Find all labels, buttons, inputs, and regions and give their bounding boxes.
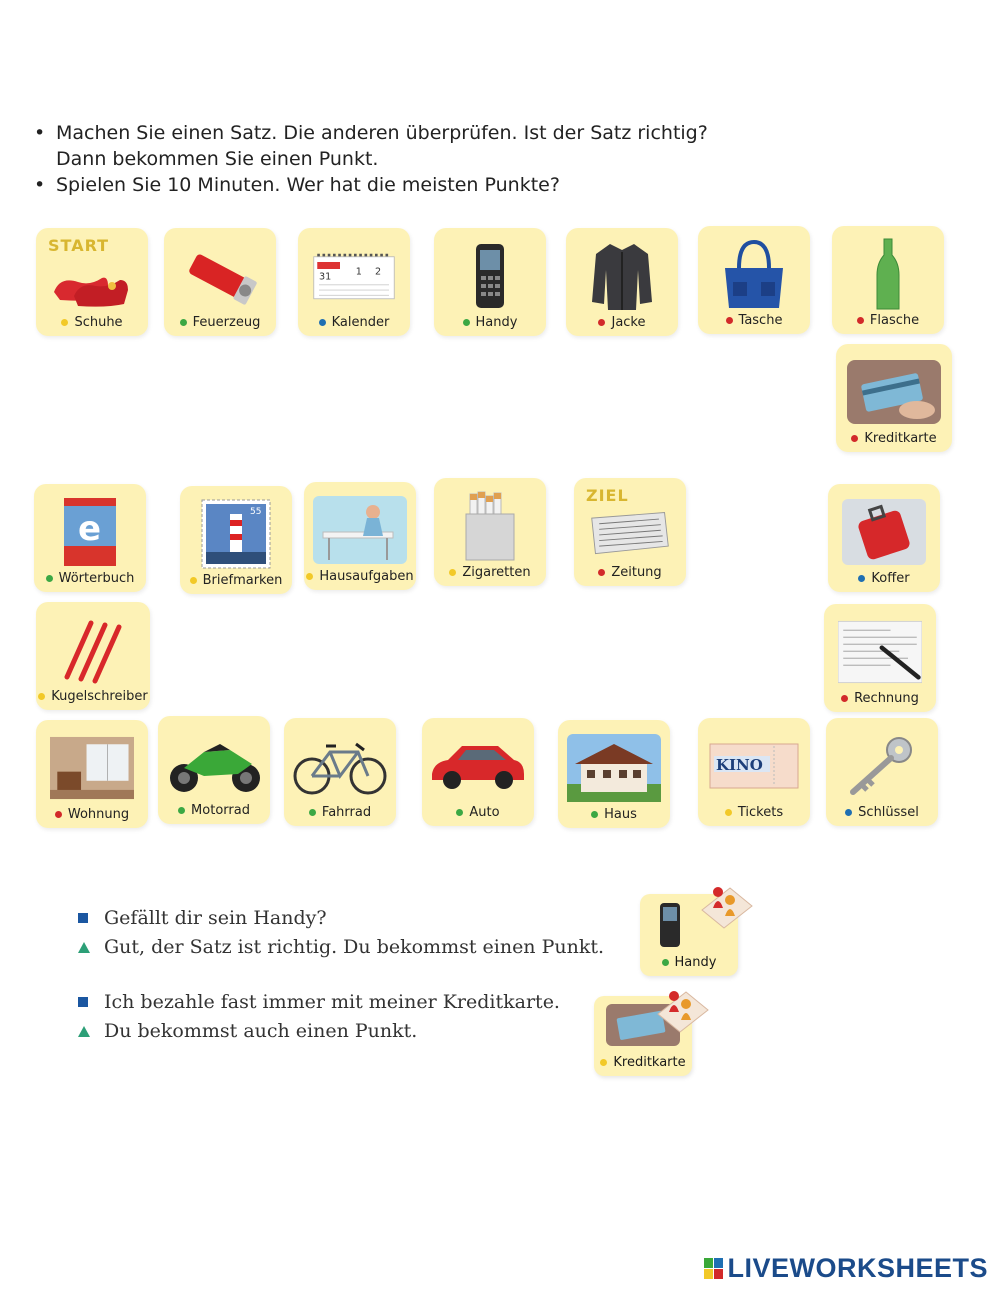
dot-green: [309, 809, 316, 816]
dot-green: [463, 319, 470, 326]
house-icon: [566, 734, 662, 802]
card-label: Tasche: [698, 313, 810, 328]
dot-green: [591, 811, 598, 818]
homework-icon: [312, 496, 408, 564]
dialog-example-2: [78, 988, 638, 1046]
card-kalender: [298, 228, 410, 336]
instruction-line-1: [34, 120, 734, 146]
card-label: Zeitung: [574, 565, 686, 580]
dot-blue: [858, 575, 865, 582]
bicycle-icon: [288, 732, 392, 800]
card-label: Flasche: [832, 313, 944, 328]
card-auto: [422, 718, 534, 826]
key-icon: [840, 732, 924, 800]
blue-square-marker: [78, 997, 88, 1007]
suitcase-icon: [842, 498, 926, 566]
dialog-line-answer: Gut, der Satz ist richtig. Du bekommst einen Punkt.: [78, 933, 638, 962]
card-haus: [558, 720, 670, 828]
logo-mark-icon: [704, 1258, 723, 1279]
start-label: START: [48, 236, 110, 255]
card-label: Kugelschreiber: [36, 689, 150, 704]
green-triangle-marker: [78, 942, 90, 953]
card-kreditkarte: [836, 344, 952, 452]
logo-text: LIVEWORKSHEETS: [727, 1253, 988, 1283]
dictionary-icon: [48, 498, 132, 566]
instruction-text: Spielen Sie 10 Minuten. Wer hat die meisten Punkte?: [56, 174, 560, 196]
game-pawns-icon: [652, 984, 710, 1034]
instruction-text: Machen Sie einen Satz. Die anderen überprüfen. Ist der Satz richtig?: [56, 122, 708, 144]
dot-red: [726, 317, 733, 324]
dot-green: [662, 959, 669, 966]
dot-yellow: [725, 809, 732, 816]
ziel-label: ZIEL: [586, 486, 629, 505]
dot-yellow: [600, 1059, 607, 1066]
svg-text:KINO: KINO: [716, 756, 763, 774]
credit-card-icon: [846, 358, 942, 426]
dot-red: [857, 317, 864, 324]
invoice-icon: [838, 618, 922, 686]
card-kugelschreiber: [36, 602, 150, 710]
instructions: [34, 120, 734, 198]
card-label: Rechnung: [824, 691, 936, 706]
card-koffer: [828, 484, 940, 592]
motorcycle-icon: [162, 730, 266, 798]
card-label: Zigaretten: [434, 565, 546, 580]
dot-green: [46, 575, 53, 582]
dialog-line-question: Gefällt dir sein Handy?: [78, 904, 638, 933]
jacket-icon: [580, 242, 664, 310]
dot-yellow: [306, 573, 313, 580]
apartment-icon: [50, 734, 134, 802]
card-flasche: [832, 226, 944, 334]
dot-yellow: [449, 569, 456, 576]
liveworksheets-logo[interactable]: [704, 1253, 988, 1284]
dialog-line-question: Ich bezahle fast immer mit meiner Kreditkarte.: [78, 988, 638, 1017]
instruction-line-2: [34, 146, 734, 172]
dot-red: [598, 569, 605, 576]
dot-yellow: [61, 319, 68, 326]
dot-green: [178, 807, 185, 814]
card-label: Kreditkarte: [594, 1055, 692, 1070]
card-label: Jacke: [566, 315, 678, 330]
dot-green: [456, 809, 463, 816]
card-fahrrad: [284, 718, 396, 826]
svg-text:55: 55: [250, 507, 262, 517]
card-woerterbuch: [34, 484, 146, 592]
cigarettes-icon: [448, 492, 532, 560]
card-label: Wohnung: [36, 807, 148, 822]
card-label: Handy: [640, 955, 738, 970]
dot-red: [55, 811, 62, 818]
card-zeitung: [574, 478, 686, 586]
dot-red: [851, 435, 858, 442]
bullet: •: [34, 174, 46, 196]
lighter-icon: [178, 242, 262, 310]
card-label: Fahrrad: [284, 805, 396, 820]
card-jacke: [566, 228, 678, 336]
card-feuerzeug: [164, 228, 276, 336]
card-wohnung: [36, 720, 148, 828]
card-label: Briefmarken: [180, 573, 292, 588]
svg-text:e: e: [78, 509, 102, 549]
card-label: Haus: [558, 807, 670, 822]
instruction-line-3: [34, 172, 734, 198]
stamp-icon: [194, 500, 278, 568]
dot-blue: [845, 809, 852, 816]
dot-yellow: [190, 577, 197, 584]
card-motorrad: [158, 716, 270, 824]
mobile-phone-icon: [658, 902, 682, 948]
card-label: Tickets: [698, 805, 810, 820]
card-label: Handy: [434, 315, 546, 330]
car-icon: [428, 732, 528, 800]
dot-yellow: [38, 693, 45, 700]
dialog-example-1: [78, 904, 638, 962]
card-rechnung: [824, 604, 936, 712]
bottle-icon: [846, 240, 930, 308]
card-label: Koffer: [828, 571, 940, 586]
card-tickets: [698, 718, 810, 826]
card-tasche: [698, 226, 810, 334]
newspaper-icon: [588, 506, 672, 562]
svg-text:31: 31: [319, 271, 332, 283]
pen-icon: [50, 616, 134, 684]
dot-green: [180, 319, 187, 326]
handbag-icon: [712, 240, 796, 308]
shoes-icon: [50, 256, 134, 312]
card-label: Kalender: [298, 315, 410, 330]
blue-square-marker: [78, 913, 88, 923]
calendar-icon: [312, 242, 396, 310]
card-label: Schlüssel: [826, 805, 938, 820]
dot-red: [598, 319, 605, 326]
svg-text:1: 1: [355, 266, 362, 278]
card-hausaufgaben: [304, 482, 416, 590]
svg-text:2: 2: [375, 266, 382, 278]
green-triangle-marker: [78, 1026, 90, 1037]
dialog-line-answer: Du bekommst auch einen Punkt.: [78, 1017, 638, 1046]
card-schuhe: [36, 228, 148, 336]
card-label: Auto: [422, 805, 534, 820]
game-pawns-icon: [696, 880, 754, 930]
bullet: •: [34, 122, 46, 144]
card-schluessel: [826, 718, 938, 826]
card-handy: [434, 228, 546, 336]
instruction-text: Dann bekommen Sie einen Punkt.: [56, 148, 379, 170]
card-label: Motorrad: [158, 803, 270, 818]
card-zigaretten: [434, 478, 546, 586]
dot-blue: [319, 319, 326, 326]
card-label: Wörterbuch: [34, 571, 146, 586]
dot-red: [841, 695, 848, 702]
card-label: Hausaufgaben: [304, 569, 416, 584]
ticket-icon: [706, 732, 802, 800]
card-label: Kreditkarte: [836, 431, 952, 446]
card-label: Schuhe: [36, 315, 148, 330]
card-label: Feuerzeug: [164, 315, 276, 330]
mobile-phone-icon: [448, 242, 532, 310]
card-briefmarken: [180, 486, 292, 594]
